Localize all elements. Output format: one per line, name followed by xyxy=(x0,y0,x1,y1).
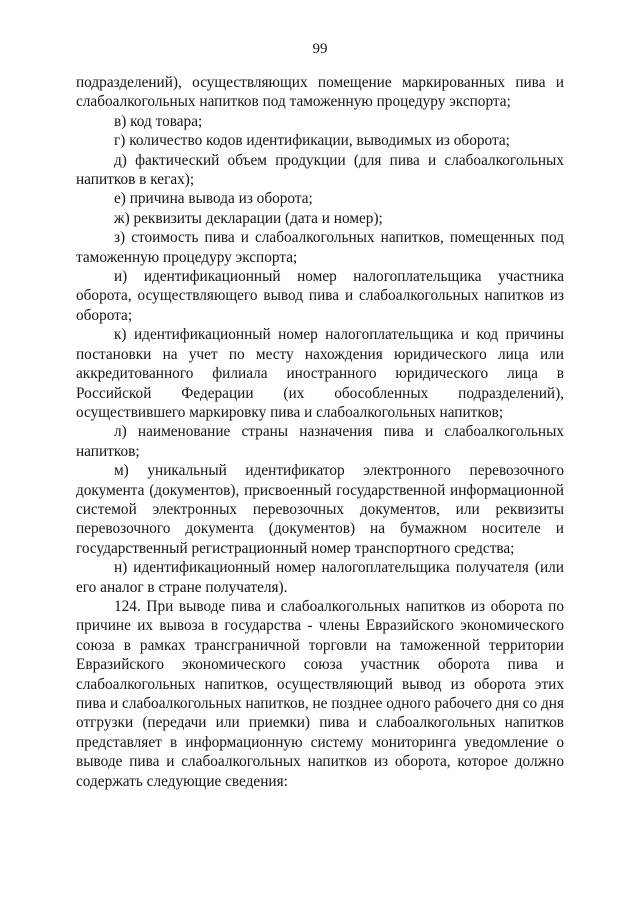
list-item-e: е) причина вывода из оборота; xyxy=(114,190,313,208)
list-item-v: в) код товара; xyxy=(114,112,203,130)
paragraph-continuation: подразделений), осуществляющих помещение маркированных пива и слабоалкогольных напитков под таможенную процедуру экспорта; xyxy=(76,74,564,111)
section-124-paragraph: 124. При выводе пива и слабоалкогольных напитков из оборота по причине их вывоза в государства - члены Евразийского экономического союза в рамках трансграничной торговли на таможенной территории Евразийского экономического союза участник оборота пива и слабоалкогольных напитков, осуществляющий вывод из оборота этих пива и слабоалкогольных напитков, не позднее одного рабочего дня со дня отгрузки (передачи или приемки) пива и слабоалкогольных напитков представляет в информационную систему мониторинга уведомление о выводе пива и слабоалкогольных напитков из оборота, которое должно содержать следующие сведения: xyxy=(76,597,564,790)
list-item-g: г) количество кодов идентификации, выводимых из оборота; xyxy=(114,132,510,150)
list-item-d: д) фактический объем продукции (для пива и слабоалкогольных напитков в кегах); xyxy=(76,151,564,189)
list-item-m: м) уникальный идентификатор электронного перевозочного документа (документов), присвоенный государственной информационной системой электронных перевозочных документов, или реквизиты перевозочного документа (документов) на бумажном носителе и государственный регистрационный номер транспортного средства; xyxy=(76,462,564,557)
page-number: 99 xyxy=(312,41,328,57)
list-item-i: и) идентификационный номер налогоплательщика участника оборота, осуществляющего вывод пива и слабоалкогольных напитков из оборота; xyxy=(76,268,564,324)
list-item-zh: ж) реквизиты декларации (дата и номер); xyxy=(114,209,383,227)
list-item-k: к) идентификационный номер налогоплательщика и код причины постановки на учет по месту нахождения юридического лица или аккредитованного филиала иностранного юридического лица в Российской Федерации (их обособленных подразделений), осуществившего маркировку пива и слабоалкогольных напитков; xyxy=(76,326,564,421)
document-body xyxy=(76,73,564,791)
list-item-n: н) идентификационный номер налогоплательщика получателя (или его аналог в стране получателя). xyxy=(76,559,564,596)
list-item-z: з) стоимость пива и слабоалкогольных напитков, помещенных под таможенную процедуру экспорта; xyxy=(76,229,564,266)
list-item-l: л) наименование страны назначения пива и слабоалкогольных напитков; xyxy=(76,423,564,460)
